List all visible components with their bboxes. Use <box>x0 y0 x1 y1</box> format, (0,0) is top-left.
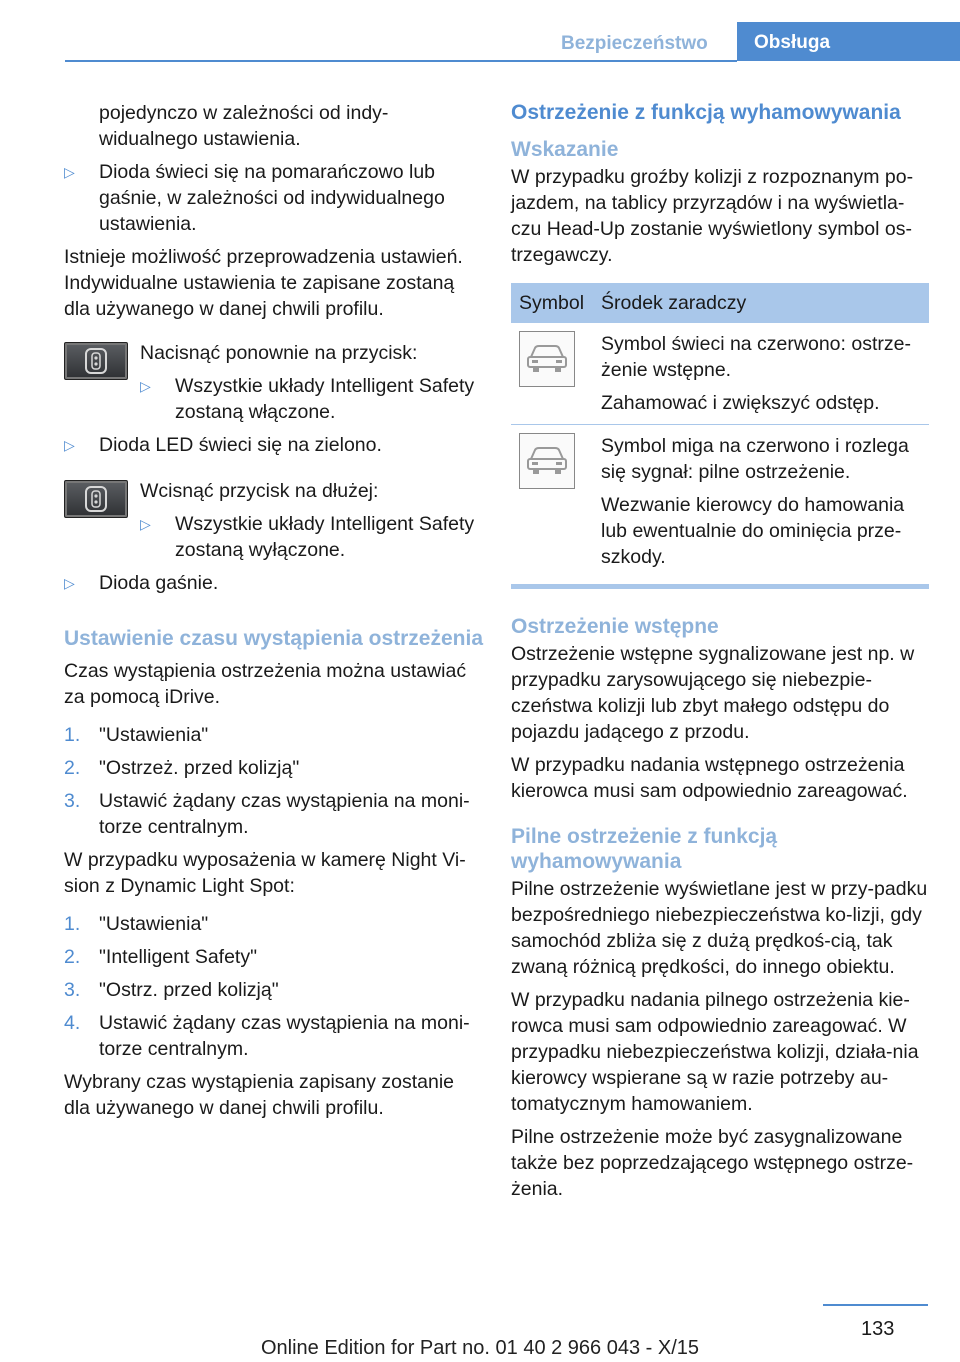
subsection-heading: Wskazanie <box>511 138 619 161</box>
nightvision-paragraph: W przypadku wyposażenia w kamerę Night Vi‐sion z Dynamic Light Spot: <box>64 849 466 897</box>
table-header <box>511 283 929 323</box>
triangle-right-icon: ▷ <box>64 164 75 180</box>
edition-footer: Online Edition for Part no. 01 40 2 966 043 - X/15 <box>260 1337 700 1359</box>
settings-paragraph: Istnieje możliwość przeprowadzenia ustawień. Indywidualne ustawienia te zapisane zostaną dla używanego w danej chwili profilu. <box>64 246 463 320</box>
steps-list-2 <box>64 911 484 1062</box>
right-column <box>511 100 929 1209</box>
car-warning-icon <box>519 331 575 387</box>
bullet-item: ▷ Dioda gaśnie. <box>64 572 219 594</box>
steps-list-1 <box>64 722 484 840</box>
car-warning-icon <box>519 433 575 489</box>
page-header <box>0 0 960 62</box>
press-again-row: Nacisnąć ponownie na przycisk: ▷ Wszystkie układy Intelligent Safety zostaną włączone. <box>64 340 484 425</box>
section-heading: Ostrzeżenie z funkcją wyhamowywania <box>511 101 901 124</box>
urgent-paragraph: W przypadku nadania pilnego ostrzeżenia kie‐rowca musi sam odpowiednio zareagować. W przypadku niebezpieczeństwa kolizji, działa‐nia kierowcy wspierane są w razie potrzeby au‐tomatycznym hamowaniem. <box>511 989 919 1115</box>
intelligent-safety-button-icon <box>64 342 128 380</box>
triangle-right-icon: ▷ <box>64 437 75 453</box>
urgent-paragraph: Pilne ostrzeżenie wyświetlane jest w przy‐padku bezpośredniego niebezpieczeństwa ko‐lizji, gdy samochód zbliża się z dużą prędkoś‐cią, tak zwaną różnicą prędkości, do innego obiektu. <box>511 878 928 978</box>
symbol-table <box>511 283 929 589</box>
section-heading: Pilne ostrzeżenie z funkcją wyhamowywania <box>511 825 778 873</box>
bullet-item: ▷ Wszystkie układy Intelligent Safety zostaną włączone. <box>140 375 475 423</box>
list-item: 3. "Ostrz. przed kolizją" <box>64 979 279 1001</box>
intelligent-safety-button-icon <box>64 480 128 518</box>
press-long-row: Wcisnąć przycisk na dłużej: ▷ Wszystkie układy Intelligent Safety zostaną wyłączone. <box>64 478 484 563</box>
section-heading: Ostrzeżenie wstępne <box>511 615 719 638</box>
list-item: 2. "Intelligent Safety" <box>64 946 258 968</box>
table-row: Symbol świeci na czerwono: ostrze‐żenie wstępne. Zahamować i zwiększyć odstęp. <box>511 323 929 425</box>
table-header-remedy: Środek zaradczy <box>601 292 747 314</box>
page-number: 133 <box>861 1318 895 1340</box>
list-item: 3. Ustawić żądany czas wystąpienia na moni‐torze centralnym. <box>64 790 470 838</box>
triangle-right-icon: ▷ <box>140 378 151 394</box>
table-header-symbol: Symbol <box>519 292 585 314</box>
header-rule <box>65 60 737 62</box>
bullet-item: ▷ Dioda LED świeci się na zielono. <box>64 434 382 456</box>
time-paragraph: Czas wystąpienia ostrzeżenia można ustawiać za pomocą iDrive. <box>64 660 467 708</box>
footer-rule <box>823 1304 928 1306</box>
table-bottom-rule <box>511 584 929 589</box>
list-item: 2. "Ostrzeż. przed kolizją" <box>64 757 300 779</box>
bullet-item: ▷ Dioda świeci się na pomarańczowo lub gaśnie, w zależności od indywidualnego ustawienia. <box>64 161 445 235</box>
header-chapter-tab: Obsługa <box>737 22 960 61</box>
header-section: Bezpieczeństwo <box>561 33 708 54</box>
section-heading: Ustawienie czasu wystąpienia ostrzeżenia <box>64 627 483 650</box>
list-item: 4. Ustawić żądany czas wystąpienia na moni‐torze centralnym. <box>64 1012 470 1060</box>
pre-warning-paragraph: W przypadku nadania wstępnego ostrzeżenia kierowca musi sam odpowiednio zareagować. <box>511 754 908 802</box>
saved-paragraph: Wybrany czas wystąpienia zapisany zostanie dla używanego w danej chwili profilu. <box>64 1071 455 1119</box>
list-item: 1. "Ustawienia" <box>64 724 209 746</box>
list-item: 1. "Ustawienia" <box>64 913 209 935</box>
urgent-paragraph: Pilne ostrzeżenie może być zasygnalizowane także bez poprzedzającego wstępnego ostrze‐żenia. <box>511 1126 914 1200</box>
triangle-right-icon: ▷ <box>64 575 75 591</box>
triangle-right-icon: ▷ <box>140 516 151 532</box>
pre-warning-paragraph: Ostrzeżenie wstępne sygnalizowane jest np. w przypadku zarysowującego się niebezpie‐czeństwa kolizji lub zbyt małego odstępu do pojazdu jadącego z przodu. <box>511 643 915 743</box>
indication-paragraph: W przypadku groźby kolizji z rozpoznanym po‐jazdem, na tablicy przyrządów i na wyświetla‐czu Head-Up zostanie wyświetlony symbol os‐trzegawczy. <box>511 166 914 266</box>
continued-text: pojedynczo w zależności od indy‐ widualnego ustawienia. <box>99 102 389 150</box>
table-row: Symbol miga na czerwono i rozlega się sygnał: pilne ostrzeżenie. Wezwanie kierowcy do hamowania lub ewentualnie do ominięcia prze‐szkody. <box>511 425 929 584</box>
left-column <box>64 100 484 1128</box>
bullet-item: ▷ Wszystkie układy Intelligent Safety zostaną wyłączone. <box>140 513 475 561</box>
